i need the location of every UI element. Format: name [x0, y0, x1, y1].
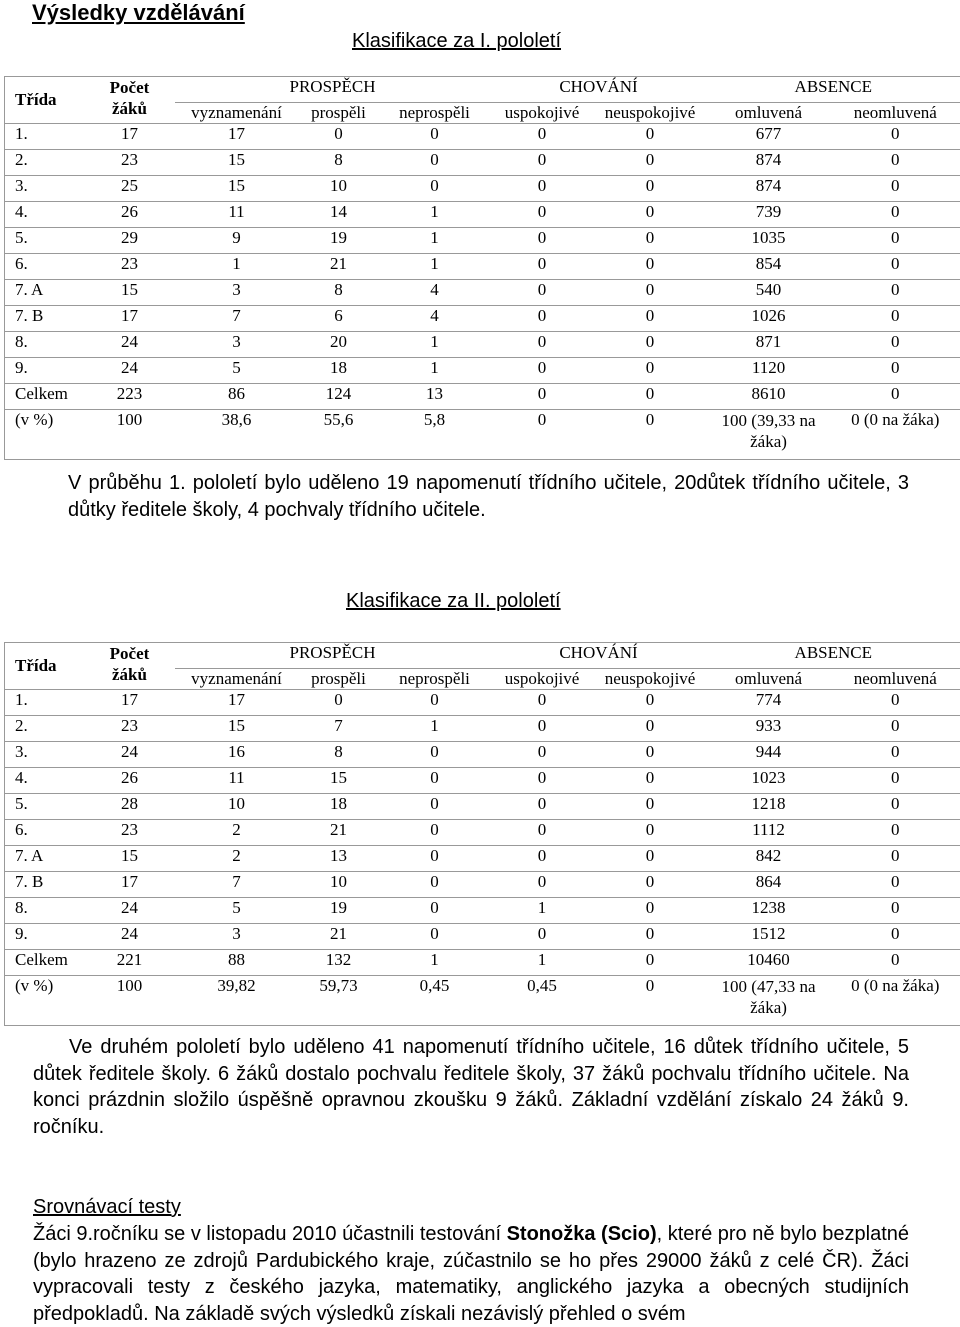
table-cell: Celkem: [5, 384, 85, 410]
table-cell: 3: [175, 280, 299, 306]
table-cell: 124: [299, 384, 379, 410]
table-row: [5, 332, 960, 358]
header-pocet: Počet žáků: [85, 643, 175, 690]
table-cell: 6: [299, 306, 379, 332]
table-cell: 0: [379, 924, 491, 950]
subheader: neprospěli: [379, 103, 491, 124]
table-row: [5, 254, 960, 280]
table-cell: 7: [175, 872, 299, 898]
table-cell: 1: [379, 358, 491, 384]
table-cell: 864: [707, 872, 831, 898]
table-cell: 0: [831, 124, 960, 150]
table-cell: 0: [594, 950, 707, 976]
table-cell: 0: [594, 846, 707, 872]
table-cell: 4.: [5, 202, 85, 228]
table-cell: 0: [831, 742, 960, 768]
semester-2-note: Ve druhém pololetí bylo uděleno 41 napomenutí třídního učitele, 16 důtek třídního učitele, 5 důtek ředitele školy. 6 žáků dostalo pochvalu ředitele školy, 37 žáků pochvalu třídního učitele. Na konci prázdnin složilo úspěšně opravnou zkoušku 9 žáků. Základní vzdělání získalo 24 žáků 9. ročníku.: [33, 1036, 909, 1138]
table-cell: 17: [85, 690, 175, 716]
table-cell: 132: [299, 950, 379, 976]
table-cell: 0 (0 na žáka): [831, 410, 960, 460]
semester-1-table-body: [5, 124, 960, 460]
semester-1-title: Klasifikace za I. pololetí: [352, 30, 561, 52]
table-cell: 23: [85, 716, 175, 742]
table-cell: 0: [379, 846, 491, 872]
table-cell: 17: [85, 872, 175, 898]
table-cell: 25: [85, 176, 175, 202]
table-cell: 0: [491, 228, 594, 254]
table-cell: 4: [379, 306, 491, 332]
semester-2-title: Klasifikace za II. pololetí: [346, 590, 561, 612]
subheader: neprospěli: [379, 669, 491, 690]
table-cell: 3: [175, 332, 299, 358]
table-row: [5, 976, 960, 1026]
table-cell: 0: [379, 794, 491, 820]
table-cell: 0: [831, 716, 960, 742]
table-cell: 1: [491, 950, 594, 976]
subheader: neomluvená: [831, 669, 960, 690]
table-row: [5, 924, 960, 950]
table-cell: 0: [594, 690, 707, 716]
table-cell: 0: [491, 742, 594, 768]
table-cell: 1: [491, 898, 594, 924]
semester-1-table: [4, 76, 960, 460]
table-cell: 88: [175, 950, 299, 976]
table-cell: 6.: [5, 254, 85, 280]
table-row: [5, 306, 960, 332]
table-cell: 0: [594, 280, 707, 306]
table-cell: 21: [299, 924, 379, 950]
table-cell: (v %): [5, 976, 85, 1026]
table-cell: 0,45: [379, 976, 491, 1026]
table-cell: 2: [175, 846, 299, 872]
table-row: [5, 846, 960, 872]
table-cell: 0: [831, 228, 960, 254]
table-cell: 1: [175, 254, 299, 280]
table-cell: 0: [831, 872, 960, 898]
table-cell: 0: [594, 358, 707, 384]
table-cell: 0: [379, 690, 491, 716]
table-cell: 7. B: [5, 872, 85, 898]
table-cell: 0: [831, 358, 960, 384]
table-cell: 1112: [707, 820, 831, 846]
table-cell: 8: [299, 150, 379, 176]
table-cell: 15: [175, 716, 299, 742]
table-cell: Celkem: [5, 950, 85, 976]
table-row: [5, 176, 960, 202]
table-cell: 0: [491, 716, 594, 742]
table-cell: 0: [594, 124, 707, 150]
table-cell: 0: [594, 924, 707, 950]
table-cell: 7. A: [5, 846, 85, 872]
table-cell: 0: [594, 384, 707, 410]
table-cell: 0: [491, 254, 594, 280]
subheader: neomluvená: [831, 103, 960, 124]
table-cell: 874: [707, 176, 831, 202]
table-cell: 100: [85, 410, 175, 460]
table-cell: 0: [594, 306, 707, 332]
table-cell: 5,8: [379, 410, 491, 460]
table-cell: 39,82: [175, 976, 299, 1026]
table-cell: 933: [707, 716, 831, 742]
table-cell: 2: [175, 820, 299, 846]
table-cell: 24: [85, 898, 175, 924]
table-cell: 16: [175, 742, 299, 768]
table-cell: 17: [85, 124, 175, 150]
table-cell: 15: [85, 846, 175, 872]
table-cell: 17: [175, 690, 299, 716]
subheader: neuspokojivé: [594, 669, 707, 690]
table-cell: 38,6: [175, 410, 299, 460]
header-prospech: PROSPĚCH: [175, 643, 491, 669]
table-cell: 1026: [707, 306, 831, 332]
table-cell: 13: [299, 846, 379, 872]
table-cell: 100 (39,33 na žáka): [707, 410, 831, 460]
table-cell: 0: [379, 820, 491, 846]
table-cell: 0: [491, 306, 594, 332]
table-cell: 7. A: [5, 280, 85, 306]
header-chovani: CHOVÁNÍ: [491, 643, 707, 669]
table-cell: 29: [85, 228, 175, 254]
table-row: [5, 872, 960, 898]
table-cell: 0: [491, 690, 594, 716]
table-cell: 9.: [5, 924, 85, 950]
table-cell: 8: [299, 742, 379, 768]
table-cell: 4: [379, 280, 491, 306]
table-cell: 0: [491, 332, 594, 358]
table-row: [5, 202, 960, 228]
table-cell: 0: [491, 384, 594, 410]
table-cell: 0: [594, 820, 707, 846]
subheader: omluvená: [707, 669, 831, 690]
table-cell: 1035: [707, 228, 831, 254]
table-cell: 0: [831, 898, 960, 924]
table-row: [5, 950, 960, 976]
table-cell: 8.: [5, 332, 85, 358]
table-cell: 0: [594, 716, 707, 742]
table-cell: 19: [299, 898, 379, 924]
table-cell: 0: [491, 410, 594, 460]
table-cell: 0: [831, 254, 960, 280]
table-cell: 0: [831, 820, 960, 846]
table-cell: 18: [299, 358, 379, 384]
table-cell: 0: [491, 124, 594, 150]
table-cell: 0: [491, 872, 594, 898]
table-cell: 24: [85, 358, 175, 384]
table-cell: 0: [594, 768, 707, 794]
table-cell: 0: [831, 768, 960, 794]
table-cell: 0: [831, 332, 960, 358]
table-cell: 2.: [5, 716, 85, 742]
table-cell: 55,6: [299, 410, 379, 460]
table-cell: 15: [85, 280, 175, 306]
table-row: [5, 358, 960, 384]
table-cell: (v %): [5, 410, 85, 460]
table-cell: 8: [299, 280, 379, 306]
table-cell: 23: [85, 150, 175, 176]
table-cell: 0: [491, 820, 594, 846]
table-cell: 0: [594, 176, 707, 202]
table-cell: 1: [379, 202, 491, 228]
table-cell: 0: [491, 794, 594, 820]
table-cell: 24: [85, 332, 175, 358]
table-cell: 0: [831, 384, 960, 410]
table-cell: 223: [85, 384, 175, 410]
table-cell: 774: [707, 690, 831, 716]
table-cell: 86: [175, 384, 299, 410]
table-cell: 0: [491, 176, 594, 202]
table-cell: 13: [379, 384, 491, 410]
subheader: vyznamenání: [175, 103, 299, 124]
table-row: [5, 768, 960, 794]
table-cell: 10: [299, 176, 379, 202]
table-cell: 2.: [5, 150, 85, 176]
table-cell: 10: [299, 872, 379, 898]
table-cell: 28: [85, 794, 175, 820]
semester-2-table: [4, 642, 960, 1026]
table-cell: 0: [491, 846, 594, 872]
table-cell: 1512: [707, 924, 831, 950]
table-row: [5, 794, 960, 820]
table-cell: 0: [831, 280, 960, 306]
header-absence: ABSENCE: [707, 77, 960, 103]
subheader: omluvená: [707, 103, 831, 124]
table-cell: 0: [594, 742, 707, 768]
table-cell: 1: [379, 332, 491, 358]
table-cell: 17: [175, 124, 299, 150]
page-title: Výsledky vzdělávání: [32, 0, 245, 25]
table-cell: 24: [85, 742, 175, 768]
table-cell: 8.: [5, 898, 85, 924]
table-row: [5, 228, 960, 254]
subheader: prospěli: [299, 103, 379, 124]
subheader: uspokojivé: [491, 103, 594, 124]
table-cell: 1023: [707, 768, 831, 794]
subheader: uspokojivé: [491, 669, 594, 690]
table-cell: 0: [831, 924, 960, 950]
table-cell: 871: [707, 332, 831, 358]
table-cell: 842: [707, 846, 831, 872]
table-cell: 0: [379, 898, 491, 924]
table-cell: 5.: [5, 228, 85, 254]
table-row: [5, 384, 960, 410]
table-cell: 21: [299, 254, 379, 280]
table-cell: 10460: [707, 950, 831, 976]
table-cell: 10: [175, 794, 299, 820]
table-cell: 0: [594, 410, 707, 460]
table-cell: 0: [831, 794, 960, 820]
table-cell: 0: [299, 690, 379, 716]
subheader: neuspokojivé: [594, 103, 707, 124]
table-row: [5, 742, 960, 768]
table-cell: 0: [594, 794, 707, 820]
table-cell: 1: [379, 228, 491, 254]
table-cell: 0,45: [491, 976, 594, 1026]
table-cell: 0: [831, 846, 960, 872]
table-cell: 0: [831, 690, 960, 716]
table-cell: 11: [175, 202, 299, 228]
table-cell: 0: [831, 176, 960, 202]
table-cell: 7: [299, 716, 379, 742]
table-cell: 0: [831, 950, 960, 976]
table-cell: 0: [594, 228, 707, 254]
table-cell: 739: [707, 202, 831, 228]
table-cell: 540: [707, 280, 831, 306]
table-cell: 0: [379, 124, 491, 150]
table-cell: 100 (47,33 na žáka): [707, 976, 831, 1026]
table-row: [5, 716, 960, 742]
table-cell: 0: [379, 768, 491, 794]
table-row: [5, 898, 960, 924]
table-cell: 0: [379, 742, 491, 768]
table-cell: 0: [831, 306, 960, 332]
table-cell: 0: [491, 358, 594, 384]
table-cell: 15: [175, 176, 299, 202]
semester-1-note: V průběhu 1. pololetí bylo uděleno 19 napomenutí třídního učitele, 20důtek třídního učitele, 3 důtky ředitele školy, 4 pochvaly třídního učitele.: [68, 472, 909, 521]
table-cell: 100: [85, 976, 175, 1026]
header-trida: Třída: [5, 77, 85, 124]
table-cell: 3.: [5, 742, 85, 768]
table-cell: 26: [85, 768, 175, 794]
table-cell: 0: [299, 124, 379, 150]
table-cell: 0: [594, 150, 707, 176]
table-cell: 17: [85, 306, 175, 332]
table-cell: 14: [299, 202, 379, 228]
subheader: vyznamenání: [175, 669, 299, 690]
table-cell: 1: [379, 716, 491, 742]
table-cell: 677: [707, 124, 831, 150]
table-row: [5, 820, 960, 846]
table-cell: 944: [707, 742, 831, 768]
table-cell: 0: [831, 150, 960, 176]
tests-heading: Srovnávací testy: [33, 1196, 181, 1218]
table-cell: 5: [175, 358, 299, 384]
table-cell: 1.: [5, 124, 85, 150]
table-cell: 9.: [5, 358, 85, 384]
table-cell: 0: [379, 176, 491, 202]
table-cell: 5.: [5, 794, 85, 820]
table-cell: 0: [594, 202, 707, 228]
table-cell: 5: [175, 898, 299, 924]
table-cell: 4.: [5, 768, 85, 794]
table-cell: 1.: [5, 690, 85, 716]
table-cell: 0: [491, 150, 594, 176]
table-cell: 221: [85, 950, 175, 976]
table-cell: 9: [175, 228, 299, 254]
table-cell: 0: [491, 202, 594, 228]
table-cell: 8610: [707, 384, 831, 410]
table-row: [5, 410, 960, 460]
header-prospech: PROSPĚCH: [175, 77, 491, 103]
table-cell: 3: [175, 924, 299, 950]
table-cell: 3.: [5, 176, 85, 202]
header-absence: ABSENCE: [707, 643, 960, 669]
header-trida: Třída: [5, 643, 85, 690]
table-cell: 0: [491, 924, 594, 950]
tests-paragraph: Žáci 9.ročníku se v listopadu 2010 účastnili testování Stonožka (Scio), které pro ně bylo bezplatné (bylo hrazeno ze zdrojů Pardubického kraje, zúčastnilo se ho přes 29000 žáků z celé ČR). Žáci vypracovali testy z českého jazyka, matematiky, anglického jazyka a obecných studijních předpokladů. Na základě svých výsledků získali nezávislý přehled o svém: [33, 1223, 909, 1325]
table-cell: 20: [299, 332, 379, 358]
table-cell: 0: [594, 254, 707, 280]
table-cell: 0: [594, 976, 707, 1026]
table-cell: 21: [299, 820, 379, 846]
table-row: [5, 690, 960, 716]
table-cell: 0: [831, 202, 960, 228]
table-cell: 23: [85, 254, 175, 280]
table-cell: 23: [85, 820, 175, 846]
semester-2-table-body: [5, 690, 960, 1026]
subheader: prospěli: [299, 669, 379, 690]
header-chovani: CHOVÁNÍ: [491, 77, 707, 103]
table-cell: 874: [707, 150, 831, 176]
table-cell: 11: [175, 768, 299, 794]
table-row: [5, 124, 960, 150]
table-cell: 1238: [707, 898, 831, 924]
table-cell: 0: [491, 768, 594, 794]
table-cell: 1120: [707, 358, 831, 384]
table-cell: 59,73: [299, 976, 379, 1026]
table-cell: 26: [85, 202, 175, 228]
table-cell: 24: [85, 924, 175, 950]
table-cell: 15: [175, 150, 299, 176]
tests-bold-name: Stonožka (Scio): [506, 1223, 657, 1245]
table-row: [5, 280, 960, 306]
table-cell: 1218: [707, 794, 831, 820]
table-cell: 19: [299, 228, 379, 254]
table-cell: 0: [379, 150, 491, 176]
table-cell: 7. B: [5, 306, 85, 332]
table-cell: 7: [175, 306, 299, 332]
table-row: [5, 150, 960, 176]
table-cell: 0: [594, 898, 707, 924]
table-cell: 1: [379, 950, 491, 976]
table-cell: 18: [299, 794, 379, 820]
table-cell: 15: [299, 768, 379, 794]
table-cell: 854: [707, 254, 831, 280]
table-cell: 0: [594, 332, 707, 358]
table-cell: 0 (0 na žáka): [831, 976, 960, 1026]
table-cell: 1: [379, 254, 491, 280]
table-cell: 0: [594, 872, 707, 898]
table-cell: 0: [379, 872, 491, 898]
table-cell: 0: [491, 280, 594, 306]
table-cell: 6.: [5, 820, 85, 846]
header-pocet: Počet žáků: [85, 77, 175, 124]
